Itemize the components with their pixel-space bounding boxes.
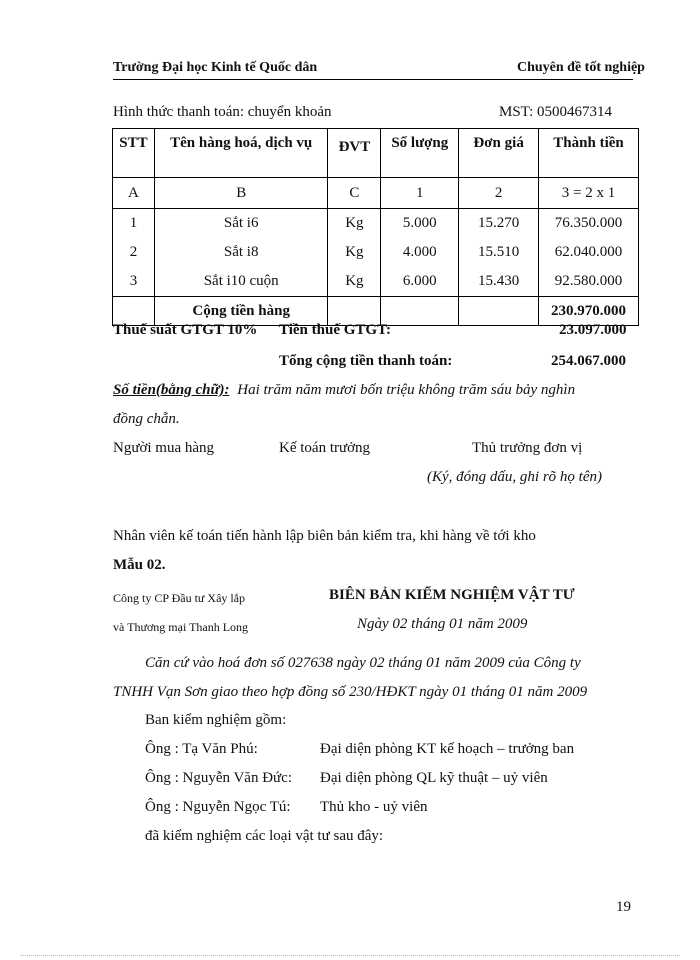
price-cell: 15.270 bbox=[459, 209, 539, 239]
head-signature-label: Thủ trưởng đơn vị bbox=[472, 440, 583, 456]
report-date: Ngày 02 tháng 01 năm 2009 bbox=[357, 616, 528, 632]
page-number: 19 bbox=[616, 899, 631, 915]
stt-cell: 1 bbox=[113, 209, 155, 239]
grand-total-value: 254.067.000 bbox=[551, 353, 626, 369]
amount-cell: 76.350.000 bbox=[539, 209, 639, 239]
in-words-label: Số tiền(bằng chữ): bbox=[113, 382, 230, 398]
code-cell: 1 bbox=[381, 178, 459, 209]
page-bottom-border bbox=[20, 955, 680, 956]
col-header: Số lượng bbox=[381, 129, 459, 178]
amount-cell: 62.040.000 bbox=[539, 238, 639, 267]
buyer-signature-label: Người mua hàng bbox=[113, 440, 215, 456]
name-cell: Sắt i10 cuộn bbox=[154, 267, 327, 297]
table-row bbox=[113, 267, 639, 297]
intro-text: Nhân viên kế toán tiến hành lập biên bản kiểm tra, khi hàng về tới kho bbox=[113, 528, 536, 544]
header-right: Chuyên đề tốt nghiệp bbox=[517, 60, 645, 75]
form-label: Mẫu 02. bbox=[113, 557, 166, 573]
member-name: Ông : Nguyễn Ngọc Tú: bbox=[145, 799, 291, 815]
qty-cell: 4.000 bbox=[381, 238, 459, 267]
tax-rate: Thuế suất GTGT 10% bbox=[113, 322, 258, 338]
unit-cell: Kg bbox=[328, 267, 381, 297]
tax-code: MST: 0500467314 bbox=[499, 104, 613, 120]
price-cell: 15.430 bbox=[459, 267, 539, 297]
qty-cell: 5.000 bbox=[381, 209, 459, 239]
basis-line-1: Căn cứ vào hoá đơn số 027638 ngày 02 tháng 01 năm 2009 của Công ty bbox=[145, 655, 581, 671]
name-cell: Sắt i8 bbox=[154, 238, 327, 267]
price-cell: 15.510 bbox=[459, 238, 539, 267]
table-row bbox=[113, 209, 639, 239]
header-rule bbox=[113, 79, 633, 80]
table-code-row bbox=[113, 178, 639, 209]
name-cell: Sắt i6 bbox=[154, 209, 327, 239]
col-header: Thành tiền bbox=[539, 129, 639, 178]
member-role: Thủ kho - uỷ viên bbox=[320, 799, 428, 815]
in-words-line bbox=[113, 382, 575, 399]
stt-cell: 2 bbox=[113, 238, 155, 267]
tax-amount-value: 23.097.000 bbox=[559, 322, 627, 338]
code-cell: 2 bbox=[459, 178, 539, 209]
signature-note: (Ký, đóng dấu, ghi rõ họ tên) bbox=[427, 469, 602, 485]
report-title: BIÊN BẢN KIỂM NGHIỆM VẬT TƯ bbox=[329, 587, 575, 603]
col-header: Tên hàng hoá, dịch vụ bbox=[154, 129, 327, 178]
member-role: Đại diện phòng KT kế hoạch – trưởng ban bbox=[320, 741, 575, 757]
amount-cell: 92.580.000 bbox=[539, 267, 639, 297]
total-value: 230.970.000 bbox=[539, 297, 639, 326]
code-cell: B bbox=[154, 178, 327, 209]
code-cell: 3 = 2 x 1 bbox=[539, 178, 639, 209]
member-role: Đại diện phòng QL kỹ thuật – uỷ viên bbox=[320, 770, 548, 786]
accountant-signature-label: Kế toán trưởng bbox=[279, 440, 371, 456]
grand-total-label: Tổng cộng tiền thanh toán: bbox=[279, 353, 453, 369]
table-header-row bbox=[113, 129, 639, 178]
table-row bbox=[113, 238, 639, 267]
qty-cell: 6.000 bbox=[381, 267, 459, 297]
company-line-2: và Thương mại Thanh Long bbox=[113, 620, 249, 634]
code-cell: A bbox=[113, 178, 155, 209]
col-header: ĐVT bbox=[328, 129, 381, 178]
code-cell: C bbox=[328, 178, 381, 209]
payment-method: Hình thức thanh toán: chuyển khoản bbox=[113, 104, 332, 120]
member-name: Ông : Nguyễn Văn Đức: bbox=[145, 770, 292, 786]
header-left: Trường Đại học Kinh tế Quốc dân bbox=[113, 60, 318, 75]
company-line-1: Công ty CP Đầu tư Xây lắp bbox=[113, 591, 246, 605]
basis-line-2: TNHH Vạn Sơn giao theo hợp đồng số 230/HĐKT ngày 01 tháng 01 năm 2009 bbox=[113, 684, 588, 700]
stt-cell: 3 bbox=[113, 267, 155, 297]
closing-text: đã kiểm nghiệm các loại vật tư sau đây: bbox=[145, 828, 384, 844]
unit-cell: Kg bbox=[328, 209, 381, 239]
unit-cell: Kg bbox=[328, 238, 381, 267]
total-label: Cộng tiền hàng bbox=[154, 297, 327, 326]
invoice-table bbox=[112, 128, 639, 326]
committee-label: Ban kiểm nghiệm gồm: bbox=[145, 712, 287, 728]
col-header: Đơn giá bbox=[459, 129, 539, 178]
in-words-text: Hai trăm năm mươi bốn triệu không trăm sáu bảy nghìn bbox=[237, 382, 576, 398]
member-name: Ông : Tạ Văn Phú: bbox=[145, 741, 258, 757]
tax-amount-label: Tiền thuế GTGT: bbox=[279, 322, 391, 338]
in-words-text-cont: đồng chẵn. bbox=[113, 411, 180, 427]
col-header: STT bbox=[113, 129, 155, 178]
